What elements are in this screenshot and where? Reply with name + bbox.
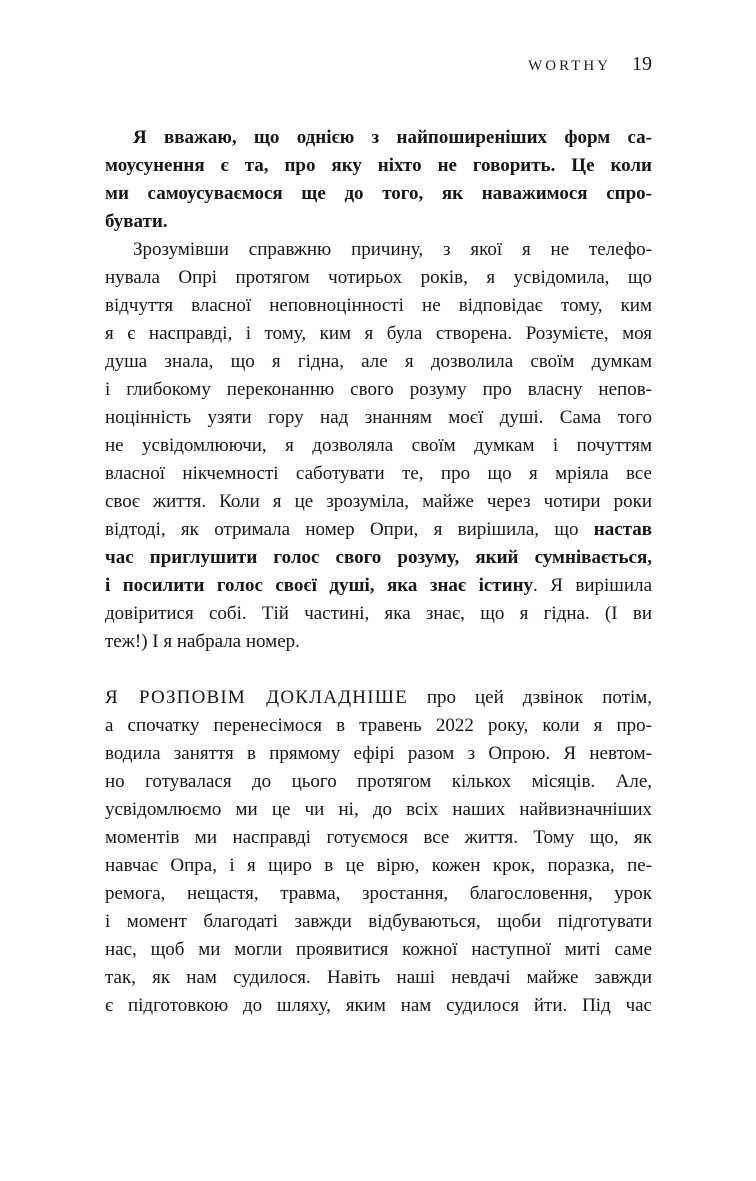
text-line xyxy=(105,320,652,348)
text-line xyxy=(105,684,652,712)
text-line xyxy=(105,740,652,768)
page-header xyxy=(528,53,652,76)
text-line xyxy=(105,600,652,628)
text-run: ноцінність узяти гору над знанням моєї душі. Сама того xyxy=(105,407,652,428)
text-line xyxy=(105,124,652,152)
bold-text-run: ми самоусуваємося ще до того, як наважимося спро- xyxy=(105,183,652,204)
text-run: душа знала, що я гідна, але я дозволила своїм думкам xyxy=(105,351,652,372)
text-line xyxy=(105,908,652,936)
bold-text-run: час приглушити голос свого розуму, який сумнівається, xyxy=(105,547,652,568)
text-line xyxy=(105,712,652,740)
text-run: відчуття власної неповноцінності не відповідає тому, ким xyxy=(105,295,652,316)
paragraph-bold-intro xyxy=(105,124,652,236)
text-run: ремога, нещастя, травма, зростання, благословення, урок xyxy=(105,883,652,904)
text-line xyxy=(105,460,652,488)
text-line xyxy=(105,768,652,796)
bold-text-run: бувати. xyxy=(105,211,168,232)
text-run: Зрозумівши справжню причину, з якої я не телефо- xyxy=(133,239,652,260)
text-run: а спочатку перенесімося в травень 2022 року, коли я про- xyxy=(105,715,652,736)
text-line xyxy=(105,628,652,656)
text-line xyxy=(105,376,652,404)
text-line xyxy=(105,264,652,292)
text-run: є підготовкою до шляху, яким нам судилося йти. Під час xyxy=(105,995,652,1016)
text-line xyxy=(105,488,652,516)
text-run: власної нікчемності саботувати те, про що я мріяла все xyxy=(105,463,652,484)
text-run: і момент благодаті завжди відбуваються, щоби підготувати xyxy=(105,911,652,932)
section-opener-caps: Я РОЗПОВІМ ДОКЛАДНІШЕ xyxy=(105,687,408,708)
text-line xyxy=(105,936,652,964)
text-line xyxy=(105,544,652,572)
bold-text-run: настав xyxy=(593,519,652,540)
text-run: про цей дзвінок потім, xyxy=(407,687,652,708)
text-line xyxy=(105,964,652,992)
text-run: я є насправді, і тому, ким я була створена. Розумієте, моя xyxy=(105,323,652,344)
running-title: WORTHY xyxy=(528,58,611,74)
text-run: відтоді, як отримала номер Опри, я вирішила, що xyxy=(105,519,594,540)
text-line xyxy=(105,516,652,544)
bold-text-run: моусунення є та, про яку ніхто не говорить. Це коли xyxy=(105,155,652,176)
text-run: водила заняття в прямому ефірі разом з Опрою. Я невтом- xyxy=(105,743,652,764)
text-line xyxy=(105,572,652,600)
text-line xyxy=(105,796,652,824)
text-run: нувала Опрі протягом чотирьох років, я усвідомила, що xyxy=(105,267,652,288)
text-line xyxy=(105,180,652,208)
text-run: теж!) І я набрала номер. xyxy=(105,631,300,652)
text-run: но готувалася до цього протягом кількох місяців. Але, xyxy=(105,771,652,792)
text-line xyxy=(105,404,652,432)
text-line xyxy=(105,852,652,880)
text-line xyxy=(105,824,652,852)
text-run: довіритися собі. Тій частині, яка знає, що я гідна. (І ви xyxy=(105,603,652,624)
text-run: і глибокому переконанню свого розуму про власну непов- xyxy=(105,379,652,400)
text-line xyxy=(105,348,652,376)
text-run: так, як нам судилося. Навіть наші невдачі майже завжди xyxy=(105,967,652,988)
bold-text-run: і посилити голос своєї душі, яка знає істину xyxy=(105,575,534,596)
text-run: моментів ми насправді готуємося все життя. Тому що, як xyxy=(105,827,652,848)
bold-text-run: Я вважаю, що однією з найпоширеніших форм са- xyxy=(133,127,652,148)
text-run: усвідомлюємо ми це чи ні, до всіх наших найвизначніших xyxy=(105,799,652,820)
page-number: 19 xyxy=(632,53,652,75)
text-run: нас, щоб ми могли проявитися кожної наступної миті саме xyxy=(105,939,652,960)
paragraph-realization xyxy=(105,236,652,656)
text-line xyxy=(105,432,652,460)
text-line xyxy=(105,292,652,320)
paragraph-section-live-class xyxy=(105,684,652,1020)
text-block xyxy=(105,124,652,1020)
text-line xyxy=(105,880,652,908)
text-run: не усвідомлюючи, я дозволяла своїм думкам і почуттям xyxy=(105,435,652,456)
text-run: навчає Опра, і я щиро в це вірю, кожен крок, поразка, пе- xyxy=(105,855,652,876)
text-line xyxy=(105,236,652,264)
text-line xyxy=(105,992,652,1020)
text-run: . Я вирішила xyxy=(533,575,652,596)
text-line xyxy=(105,208,652,236)
text-run: своє життя. Коли я це зрозуміла, майже через чотири роки xyxy=(105,491,652,512)
text-line xyxy=(105,152,652,180)
